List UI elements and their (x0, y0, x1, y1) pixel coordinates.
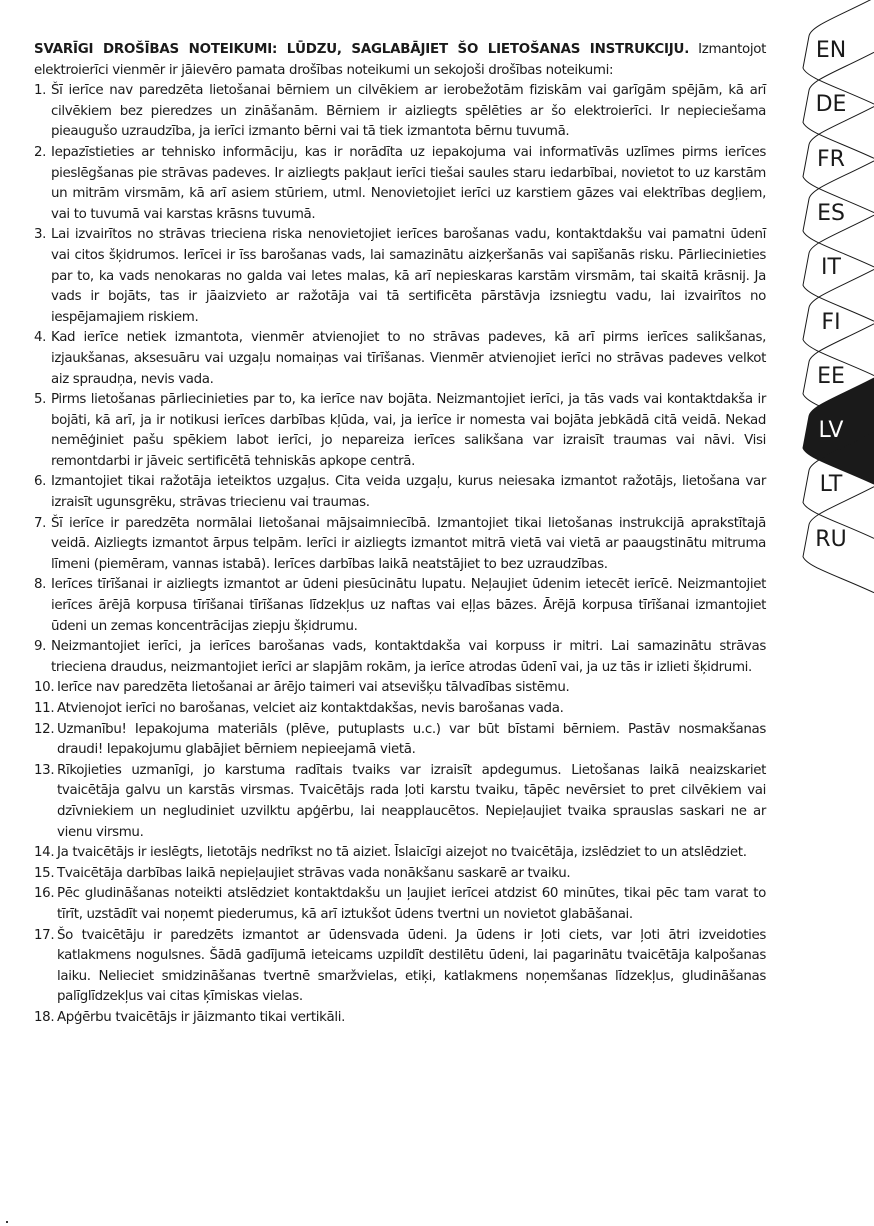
item-number: 3. (34, 227, 47, 243)
language-tab-ru[interactable]: RU (815, 526, 847, 552)
item-number: 6. (34, 474, 47, 490)
item-number: 17. (34, 927, 55, 943)
language-tab-shapes (795, 0, 874, 1226)
item-text: Šī ierīce ir paredzēta normālai lietošanai mājsaimniecībā. Izmantojiet tikai lietošanas instrukcijā aprakstītajā veidā. Aizliegts izmantot ārpus telpām. Ierīci ir aizliegts izmantot mitrā vietā vai vietā ar paaugstinātu mitruma līmeni (piemēram, vannas istabā). Ierīces darbības laikā neatstājiet to bez uzraudzības. (51, 515, 766, 572)
item-text: Šo tvaicētāju ir paredzēts izmantot ar ūdensvada ūdeni. Ja ūdens ir ļoti ciets, var ļoti ātri izveidoties katlakmens nogulsnes. Šādā gadījumā ieteicams uzpildīt destilētu ūdeni, lai pagarinātu tvaicētāja kalpošanas laiku. Nelieciet smidzināšanas tvertnē smaržvielas, etiķi, katlakmens noņemšanas līdzekļus, gludināšanas palīglīdzekļus vai citas ķīmiskas vielas. (57, 927, 766, 1005)
item-number: 14. (34, 845, 55, 861)
language-tab-es[interactable]: ES (817, 200, 845, 226)
item-text: Ja tvaicētājs ir ieslēgts, lietotājs nedrīkst no tā aiziet. Īslaicīgi aizejot no tvaicētāja, izslēdziet to un atslēdziet. (57, 845, 747, 861)
language-tab-lt[interactable]: LT (819, 472, 843, 498)
instruction-item (34, 884, 766, 925)
instruction-item (34, 843, 766, 864)
item-text: Šī ierīce nav paredzēta lietošanai bērniem un cilvēkiem ar ierobežotām fiziskām vai garīgām spējām, kā arī cilvēkiem bez pieredzes un zināšanām. Bērniem ir aizliegts spēlēties ar šo elektroierīci. Ir nepieciešama pieaugušo uzraudzība, ja ierīci izmanto bērni vai tā tiek izmantota bērnu tuvumā. (51, 83, 766, 140)
language-tab-ee[interactable]: EE (817, 363, 845, 389)
language-tab-it[interactable]: IT (821, 255, 841, 281)
item-text: Neizmantojiet ierīci, ja ierīces barošanas vads, kontaktdakša vai korpuss ir mitri. Lai samazinātu strāvas trieciena draudus, neizmantojiet ierīci ar slapjām rokām, ja ierīce atrodas ūdenī vai, ja uz tās ir izlieti šķidrumi. (51, 639, 766, 675)
item-number: 9. (34, 639, 47, 655)
instruction-item (34, 1008, 766, 1029)
item-text: Pirms lietošanas pārliecinieties par to, ka ierīce nav bojāta. Neizmantojiet ierīci, ja tās vads vai kontaktdakša ir bojāti, kā arī, ja ir notikusi ierīces darbības kļūda, vai, ja ierīce ir nomesta vai bojāta jebkādā citā veidā. Nekad nemēģiniet pašu spēkiem labot ierīci, jo nepareiza ierīces salikšana var izraisīt traumas vai nāvi. Visi remontdarbi ir jāveic sertificētā tehniskās apkope centrā. (51, 392, 766, 469)
language-tab-fr[interactable]: FR (817, 146, 845, 172)
item-text: Pēc gludināšanas noteikti atslēdziet kontaktdakšu un ļaujiet ierīcei atdzist 60 minūtes, tikai pēc tam varat to tīrīt, uzstādīt vai noņemt piederumus, kā arī iztukšot ūdens tvertni un novietot glabāšanai. (57, 886, 766, 922)
instruction-item (34, 514, 766, 576)
item-text: Apģērbu tvaicētājs ir jāizmanto tikai vertikāli. (57, 1009, 346, 1025)
item-number: 7. (34, 515, 47, 531)
instruction-item (34, 225, 766, 328)
instruction-list (34, 81, 766, 1028)
item-number: 11. (34, 701, 55, 716)
item-number: 8. (34, 577, 47, 593)
item-number: 16. (34, 886, 55, 902)
item-text: Rīkojieties uzmanīgi, jo karstuma radītais tvaiks var izraisīt apdegumus. Lietošanas laikā neaizskariet tvaicētāja galvu un karstās virsmas. Tvaicētājs rada ļoti karstu tvaiku, tāpēc nevērsiet to pret cilvēkiem vai dzīvniekiem un negludiniet uzvilktu apģērbu, lai neapplaucētos. Nepieļaujiet tvaika sprauslas saskari ne ar vienu virsmu. (57, 762, 766, 840)
item-number: 18. (34, 1009, 55, 1025)
instruction-item (34, 678, 766, 699)
item-text: Ierīce nav paredzēta lietošanai ar ārējo taimeri vai atsevišķu tālvadības sistēmu. (57, 680, 570, 696)
language-tab-en[interactable]: EN (815, 38, 847, 63)
instruction-item (34, 699, 766, 720)
intro-paragraph (34, 40, 766, 81)
item-number: 15. (34, 865, 55, 881)
item-text: Izmantojiet tikai ražotāja ieteiktos uzgaļus. Cita veida uzgaļu, kurus neiesaka izmantot ražotājs, lietošana var izraisīt ugunsgrēku, strāvas triecienu vai traumas. (51, 474, 766, 511)
instruction-item (34, 761, 766, 843)
language-tab-lv[interactable]: LV (818, 418, 844, 444)
language-tab-strip (795, 0, 874, 1226)
item-number: 13. (34, 762, 55, 778)
item-text: Ierīces tīrīšanai ir aizliegts izmantot ar ūdeni piesūcinātu lupatu. Neļaujiet ūdenim ietecēt ierīcē. Neizmantojiet ierīces ārējā korpusa tīrīšanai tīrīšanas līdzekļus uz naftas vai eļļas bāzes. Ārējā korpusa tīrīšanai izmantojiet ūdeni un zemas koncentrācijas ziepju šķidrumu. (51, 577, 766, 634)
item-number: 10. (34, 680, 55, 696)
page-mark (6, 1221, 8, 1223)
instruction-item (34, 720, 766, 761)
item-number: 5. (34, 392, 47, 408)
item-number: 1. (34, 83, 47, 99)
safety-instructions (34, 40, 766, 1029)
item-number: 2. (34, 144, 47, 160)
item-text: Lai izvairītos no strāvas trieciena riska nenovietojiet ierīces barošanas vadu, kontaktdakšu vai pamatni ūdenī vai citos šķidrumos. Ierīcei ir īss barošanas vads, lai samazinātu aizķeršanās vai sapīšanās risku. Pārliecinieties par to, ka vads nenokaras no galda vai letes malas, kā arī nepieskaras karstām virsmām, tai skaitā krāsnij. Ja vads ir bojāts, tas ir jāaizvieto ar ražotāja vai tā sertificēta pārstāvja izsniegtu vadu, lai izvairītos no iespējamajiem riskiem. (51, 227, 766, 325)
language-tab-fi[interactable]: FI (821, 309, 841, 335)
intro-text: Izmantojot elektroierīci vienmēr ir jāievēro pamata drošības noteikumi un sekojoši drošības noteikumi: (34, 42, 766, 78)
item-text: Atvienojot ierīci no barošanas, velciet aiz kontaktdakšas, nevis barošanas vada. (57, 701, 564, 716)
instruction-item (34, 926, 766, 1008)
item-text: Kad ierīce netiek izmantota, vienmēr atvienojiet to no strāvas padeves, kā arī pirms ierīces salikšanas, izjaukšanas, aksesuāru vai uzgaļu nomaiņas vai tīrīšanas. Vienmēr atvienojiet ierīci no strāvas padeves velkot aiz spraudņa, nevis vada. (51, 330, 766, 387)
document-heading: SVARĪGI DROŠĪBAS NOTEIKUMI: LŪDZU, SAGLABĀJIET ŠO LIETOŠANAS INSTRUKCIJU. (34, 42, 690, 57)
language-tab-de[interactable]: DE (815, 92, 847, 118)
instruction-item (34, 143, 766, 225)
instruction-item (34, 637, 766, 678)
item-text: Tvaicētāja darbības laikā nepieļaujiet strāvas vada nonākšanu saskarē ar tvaiku. (57, 865, 571, 881)
item-text: Uzmanību! Iepakojuma materiāls (plēve, putuplasts u.c.) var būt bīstami bērniem. Pastāv nosmakšanas draudi! Iepakojumu glabājiet bērniem nepieejamā vietā. (57, 721, 766, 758)
item-text: Iepazīstieties ar tehnisko informāciju, kas ir norādīta uz iepakojuma vai informatīvās uzlīmes pirms ierīces pieslēgšanas pie strāvas padeves. Ir aizliegts pakļaut ierīci tiešai saules staru iedarbībai, novietot to uz karstām un mitrām virsmām, kā arī asiem stūriem, utml. Nenovietojiet ierīci uz karstiem gāzes vai elektrības degļiem, vai to tuvumā vai karstas krāsns tuvumā. (51, 144, 766, 222)
instruction-item (34, 81, 766, 143)
instruction-item (34, 328, 766, 390)
item-number: 4. (34, 330, 47, 346)
instruction-item (34, 472, 766, 513)
instruction-item (34, 390, 766, 472)
instruction-item (34, 864, 766, 885)
instruction-item (34, 575, 766, 637)
item-number: 12. (34, 721, 55, 737)
